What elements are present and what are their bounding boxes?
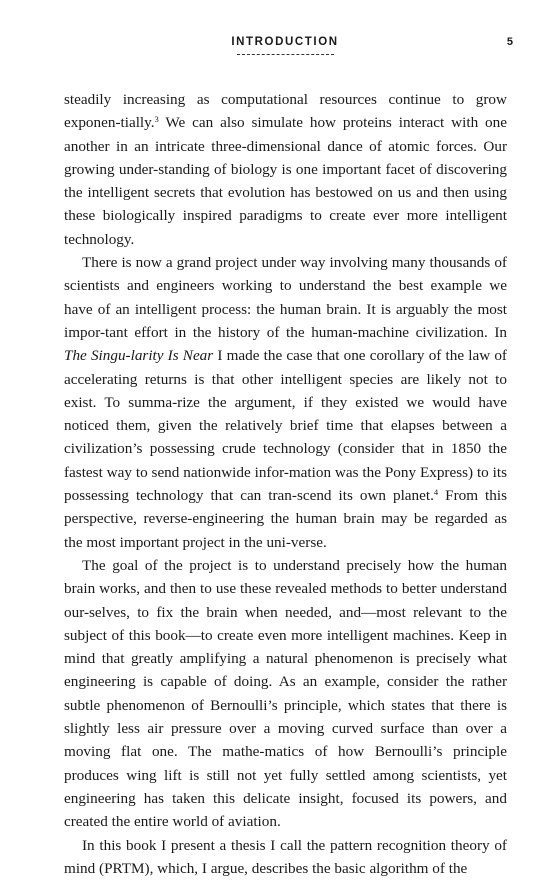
body-text bbox=[64, 88, 507, 880]
paragraph-2-text-c: From this perspective, reverse-engineering the human brain may be regarded as the most important project in the uni-verse. bbox=[64, 487, 507, 551]
page-number: 5 bbox=[507, 36, 513, 48]
paragraph-4: In this book I present a thesis I call the pattern recognition theory of mind (PRTM), which, I argue, describes the basic algorithm of the bbox=[64, 834, 507, 880]
footnote-ref-3: 3 bbox=[155, 114, 159, 124]
running-head-rule bbox=[237, 54, 334, 55]
paragraph-1-text-a: steadily increasing as computational resources continue to grow exponen-tially. bbox=[64, 91, 507, 131]
book-title: The Singu-larity Is Near bbox=[64, 347, 213, 364]
paragraph-2-text-b: I made the case that one corollary of the law of accelerating returns is that other intelligent species are likely not to exist. To summa-rize the argument, if they existed we would have noticed them, given the relatively brief time that elapses between a civilization’s possessing crude technology (consider that in 1850 the fastest way to send nationwide infor-mation was the Pony Express) to its possessing technology that can tran-scend its own planet. bbox=[64, 347, 507, 504]
paragraph-1 bbox=[64, 88, 507, 251]
paragraph-2-text-a: There is now a grand project under way involving many thousands of scientists and engineers working to understand the best example we have of an intelligent process: the human brain. It is arguably the most impor-tant effort in the history of the human-machine civilization. In bbox=[64, 254, 507, 341]
footnote-ref-4: 4 bbox=[434, 487, 438, 497]
running-head: INTRODUCTION bbox=[0, 36, 560, 48]
paragraph-3: The goal of the project is to understand precisely how the human brain works, and then to use these revealed methods to better understand our-selves, to fix the brain when needed, and—most relevant to the subject of this book—to create even more intelligent machines. Keep in mind that greatly amplifying a natural phenomenon is precisely what engineering is capable of doing. As an example, consider the rather subtle phenomenon of Bernoulli’s principle, which states that there is slightly less air pressure over a moving curved surface than over a moving flat one. The mathe-matics of how Bernoulli’s principle produces wing lift is still not yet fully settled among scientists, yet engineering has taken this delicate insight, focused its powers, and created the entire world of aviation. bbox=[64, 554, 507, 834]
paragraph-2 bbox=[64, 251, 507, 554]
page-header bbox=[0, 36, 560, 66]
paragraph-1-text-b: We can also simulate how proteins interact with one another in an intricate three-dimensional dance of atomic forces. Our growing under-standing of biology is one important facet of discovering the intelligent secrets that evolution has bestowed on us and then using these biologically inspired paradigms to create ever more intelligent technology. bbox=[64, 114, 507, 247]
